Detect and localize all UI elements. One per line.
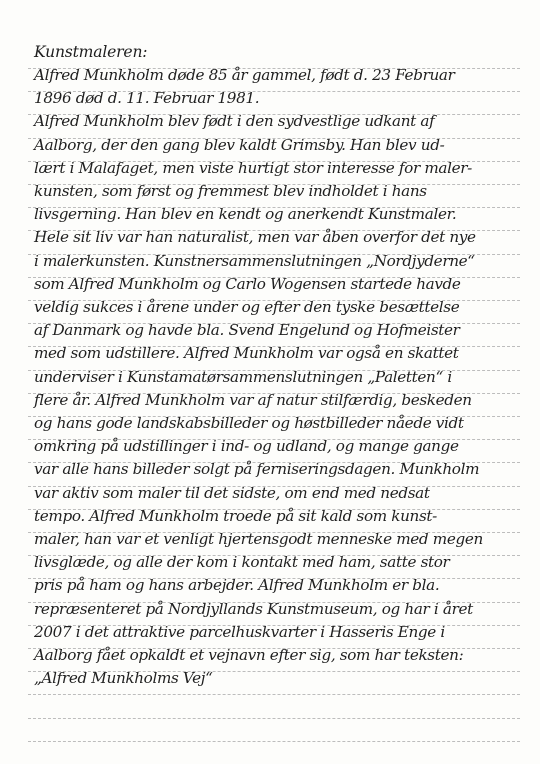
text-line: 1896 død d. 11. Februar 1981. bbox=[34, 89, 260, 108]
text-line: med som udstillere. Alfred Munkholm var også en skattet bbox=[34, 344, 459, 363]
text-line: Alfred Munkholm døde 85 år gammel, født d. 23 Februar bbox=[34, 66, 455, 84]
text-line: maler, han var et venligt hjertensgodt menneske med megen bbox=[34, 530, 483, 548]
text-line: Aalborg fået opkaldt et vejnavn efter sig, som har teksten: bbox=[34, 646, 464, 664]
text-line: i malerkunsten. Kunstnersammenslutningen „Nordjyderne“ bbox=[34, 251, 475, 270]
text-line: omkring på udstillinger i ind- og udland, og mange gange bbox=[34, 437, 459, 456]
text-line: og hans gode landskabsbilleder og høstbilleder nåede vidt bbox=[34, 414, 464, 432]
text-line: kunsten, som først og fremmest blev indholdet i hans bbox=[34, 182, 427, 200]
text-line: 2007 i det attraktive parcelhuskvarter i Hasseris Enge i bbox=[34, 622, 445, 641]
text-line: Hele sit liv var han naturalist, men var åben overfor det nye bbox=[34, 228, 476, 247]
ruled-line bbox=[28, 718, 520, 719]
text-line: repræsenteret på Nordjyllands Kunstmuseum, og har i året bbox=[34, 599, 473, 618]
page-title: Kunstmaleren: bbox=[34, 42, 148, 61]
text-line: som Alfred Munkholm og Carlo Wogensen startede havde bbox=[34, 274, 461, 293]
text-line: Alfred Munkholm blev født i den sydvestlige udkant af bbox=[34, 112, 435, 131]
ruled-line bbox=[28, 741, 520, 742]
ruled-line bbox=[28, 694, 520, 695]
text-line: livsglæde, og alle der kom i kontakt med ham, satte stor bbox=[34, 553, 450, 572]
text-line: lært i Malafaget, men viste hurtigt stor interesse for maler- bbox=[34, 158, 472, 177]
text-line: „Alfred Munkholms Vej“ bbox=[34, 669, 213, 688]
text-line: var aktiv som maler til det sidste, om end med nedsat bbox=[34, 483, 430, 502]
text-line: af Danmark og havde bla. Svend Engelund og Hofmeister bbox=[34, 321, 460, 340]
text-line: tempo. Alfred Munkholm troede på sit kald som kunst- bbox=[34, 506, 437, 525]
text-line: flere år. Alfred Munkholm var af natur stilfærdig, beskeden bbox=[34, 390, 472, 409]
text-line: pris på ham og hans arbejder. Alfred Munkholm er bla. bbox=[34, 576, 440, 595]
text-line: veldig sukces i årene under og efter den tyske besættelse bbox=[34, 298, 460, 316]
text-line: var alle hans billeder solgt på ferniseringsdagen. Munkholm bbox=[34, 460, 480, 479]
text-line: underviser i Kunstamatørsammenslutningen „Paletten“ i bbox=[34, 367, 452, 386]
text-line: livsgerning. Han blev en kendt og anerkendt Kunstmaler. bbox=[34, 205, 457, 224]
text-line: Aalborg, der den gang blev kaldt Grimsby. Han blev ud- bbox=[34, 135, 445, 154]
